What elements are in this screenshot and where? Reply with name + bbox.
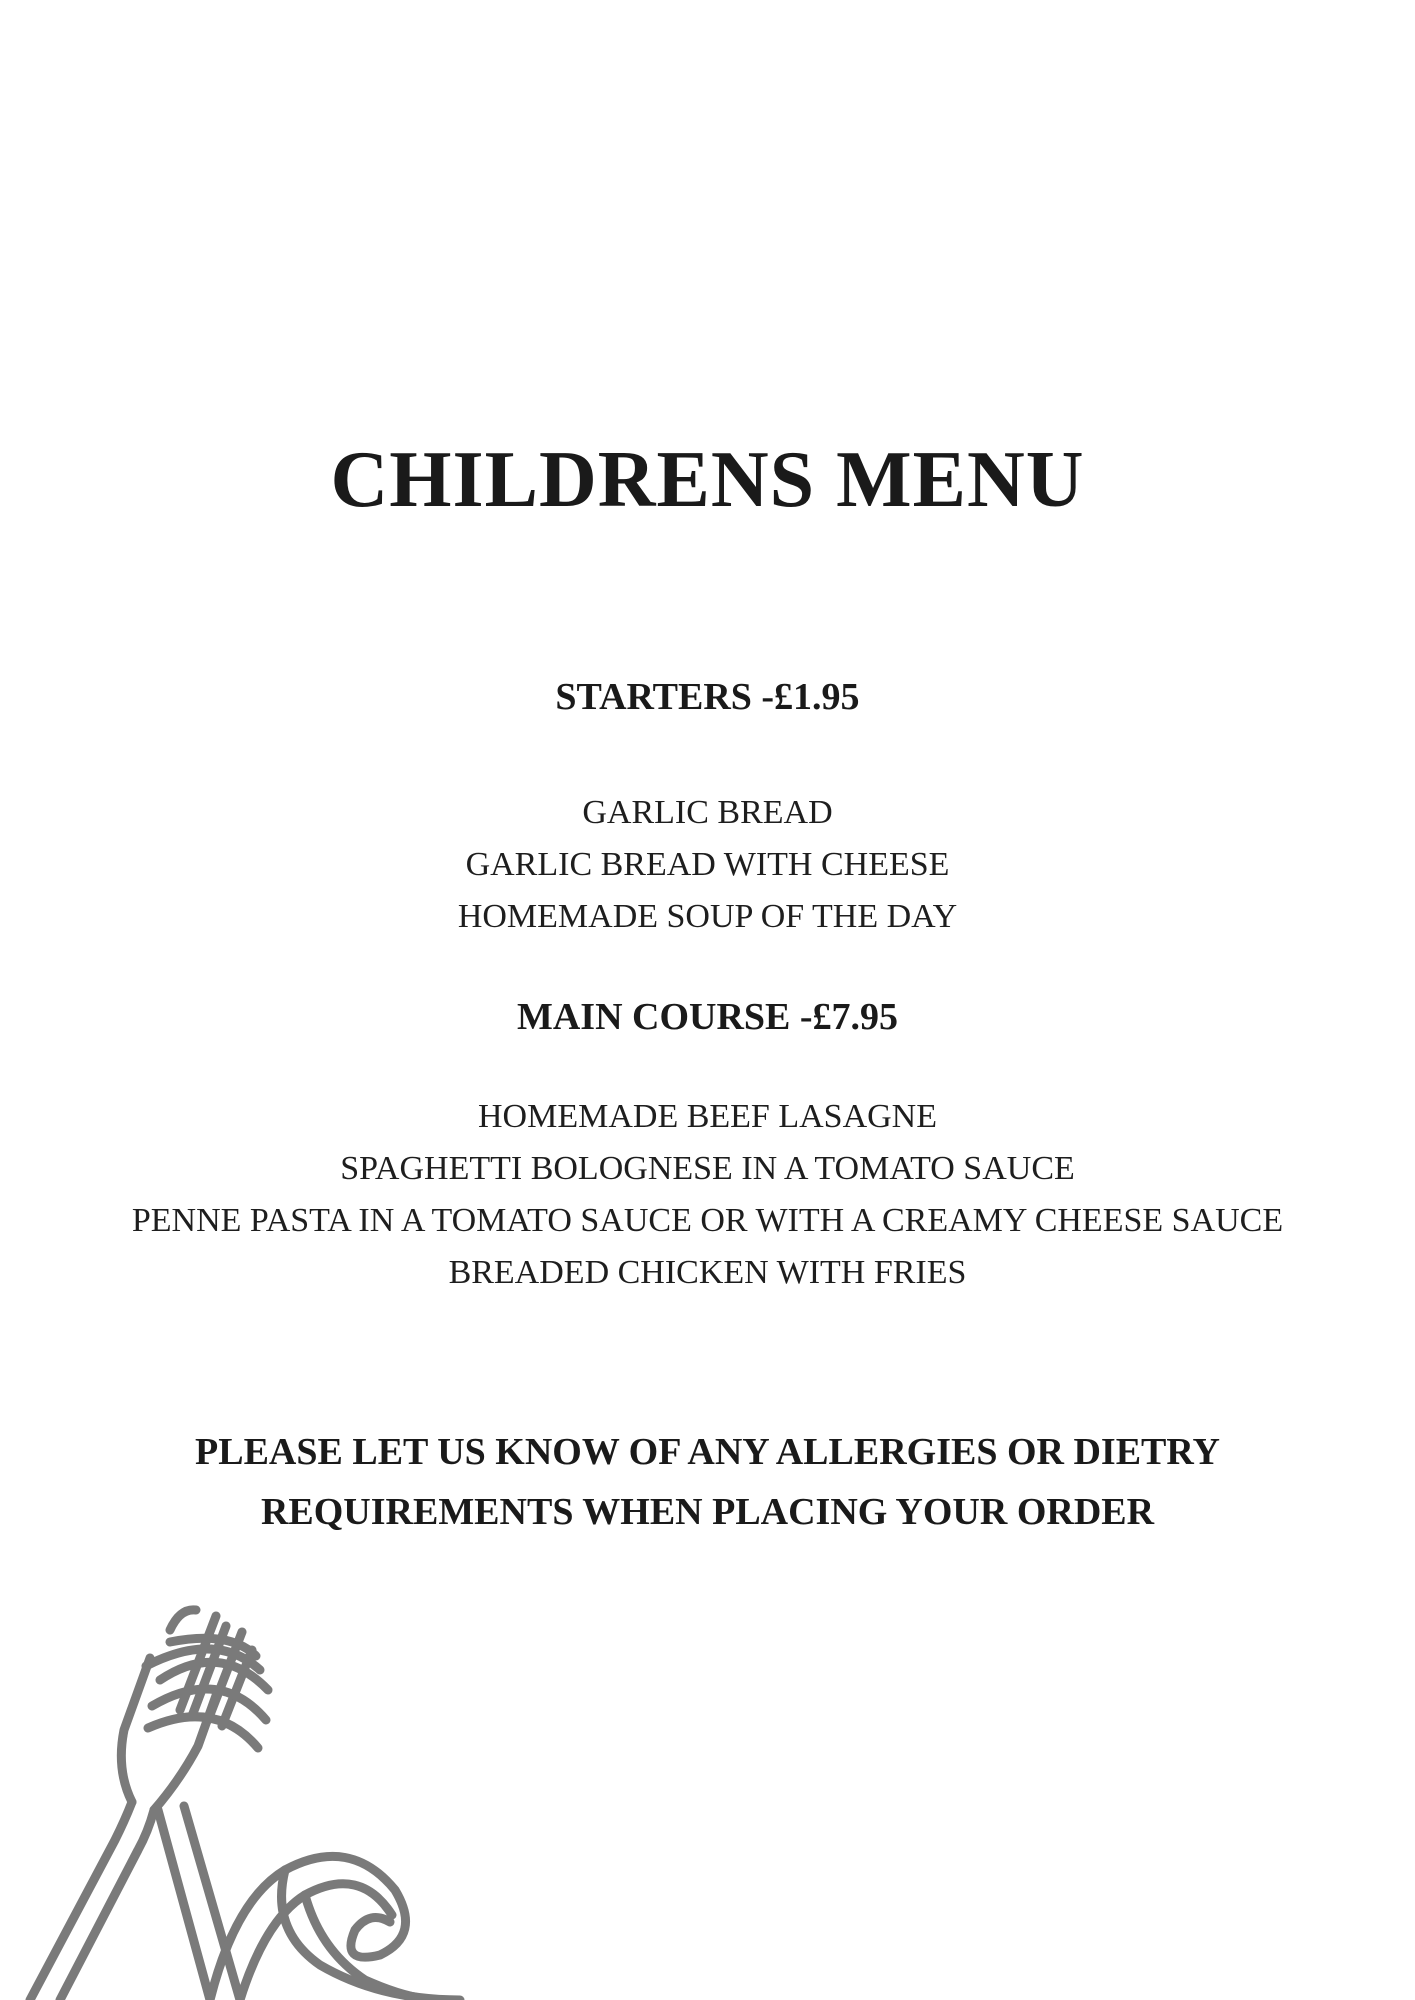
menu-item: SPAGHETTI BOLOGNESE IN A TOMATO SAUCE bbox=[340, 1150, 1075, 1187]
starters-heading: STARTERS -£1.95 bbox=[555, 676, 860, 718]
main-course-list bbox=[0, 1091, 1415, 1299]
menu-item: HOMEMADE BEEF LASAGNE bbox=[478, 1098, 937, 1135]
menu-item: HOMEMADE SOUP OF THE DAY bbox=[457, 898, 958, 935]
menu-item: GARLIC BREAD bbox=[582, 794, 833, 831]
main-course-heading: MAIN COURSE -£7.95 bbox=[516, 996, 899, 1038]
menu-item: PENNE PASTA IN A TOMATO SAUCE OR WITH A CREAMY CHEESE SAUCE bbox=[131, 1202, 1284, 1239]
starters-list bbox=[0, 787, 1415, 943]
fork-spaghetti-heart-icon bbox=[20, 1570, 500, 2000]
allergy-notice bbox=[0, 1422, 1415, 1542]
menu-title: CHILDRENS MENU bbox=[330, 436, 1085, 524]
allergy-notice-line: REQUIREMENTS WHEN PLACING YOUR ORDER bbox=[260, 1491, 1155, 1533]
menu-item: GARLIC BREAD WITH CHEESE bbox=[465, 846, 950, 883]
allergy-notice-line: PLEASE LET US KNOW OF ANY ALLERGIES OR DIETRY bbox=[195, 1431, 1220, 1473]
menu-item: BREADED CHICKEN WITH FRIES bbox=[448, 1254, 967, 1291]
